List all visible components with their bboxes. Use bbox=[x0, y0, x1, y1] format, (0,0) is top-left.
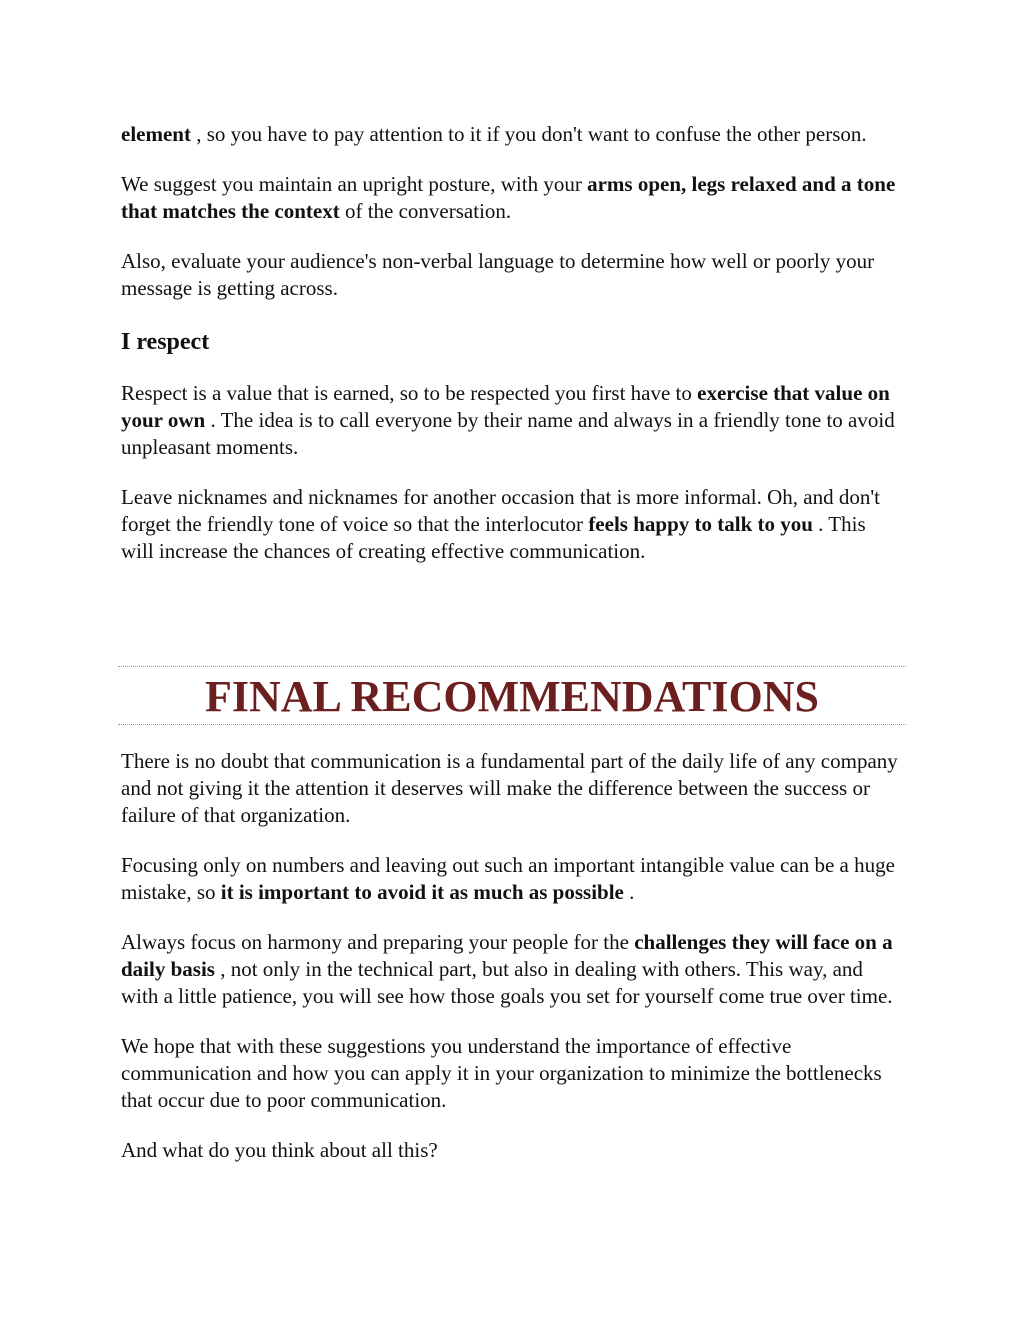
upper-content bbox=[121, 121, 901, 565]
paragraph-numbers bbox=[121, 852, 901, 906]
section-title: FINAL RECOMMENDATIONS bbox=[204, 672, 819, 721]
paragraph-text: of the conversation. bbox=[339, 199, 512, 223]
paragraph-text: . bbox=[623, 880, 635, 904]
paragraph-suggestions bbox=[121, 1033, 901, 1114]
paragraph-text: . The idea is to call everyone by their name and always in a friendly tone to avoid unpleasant moments. bbox=[121, 408, 895, 459]
heading-respect: I respect bbox=[121, 329, 210, 355]
bold-text: element bbox=[121, 122, 191, 146]
paragraph-posture bbox=[121, 171, 901, 225]
divider-bottom bbox=[118, 724, 906, 725]
paragraph-text: , not only in the technical part, but also in dealing with others. This way, and with a little patience, you will see how those goals you set for yourself come true over time. bbox=[121, 957, 893, 1008]
paragraph-text: And what do you think about all this? bbox=[121, 1138, 438, 1162]
paragraph-respect bbox=[121, 380, 901, 461]
final-recommendations-section bbox=[118, 666, 906, 725]
paragraph-text: Respect is a value that is earned, so to be respected you first have to bbox=[121, 381, 698, 405]
bold-text: arms open, legs relaxed and a tone that matches the context bbox=[121, 172, 896, 223]
paragraph-nicknames bbox=[121, 484, 901, 565]
paragraph-text: Always focus on harmony and preparing your people for the bbox=[121, 930, 635, 954]
paragraph-text: There is no doubt that communication is a fundamental part of the daily life of any company and not giving it the attention it deserves will make the difference between the success or failure of that organization. bbox=[121, 749, 898, 827]
bold-text: challenges they will face on a daily basis bbox=[121, 930, 893, 981]
bold-text: feels happy to talk to you bbox=[588, 512, 813, 536]
paragraph-element bbox=[121, 121, 901, 148]
paragraph-communication bbox=[121, 748, 901, 829]
paragraph-text: We hope that with these suggestions you understand the importance of effective communication and how you can apply it in your organization to minimize the bottlenecks that occur due to poor communication. bbox=[121, 1034, 882, 1112]
paragraph-text: Leave nicknames and nicknames for another occasion that is more informal. Oh, and don't forget the friendly tone of voice so that the interlocutor bbox=[121, 485, 880, 536]
paragraph-text: Also, evaluate your audience's non-verbal language to determine how well or poorly your message is getting across. bbox=[121, 249, 875, 300]
paragraph-harmony bbox=[121, 929, 901, 1010]
paragraph-text: Focusing only on numbers and leaving out such an important intangible value can be a huge mistake, so bbox=[121, 853, 895, 904]
paragraph-text: . This will increase the chances of creating effective communication. bbox=[121, 512, 866, 563]
bold-text: exercise that value on your own bbox=[121, 381, 890, 432]
lower-content bbox=[121, 748, 901, 1164]
paragraph-text: We suggest you maintain an upright posture, with your bbox=[121, 172, 588, 196]
bold-text: it is important to avoid it as much as possible bbox=[220, 880, 624, 904]
paragraph-text: , so you have to pay attention to it if you don't want to confuse the other person. bbox=[190, 122, 867, 146]
paragraph-question bbox=[121, 1137, 901, 1164]
paragraph-audience bbox=[121, 248, 901, 302]
